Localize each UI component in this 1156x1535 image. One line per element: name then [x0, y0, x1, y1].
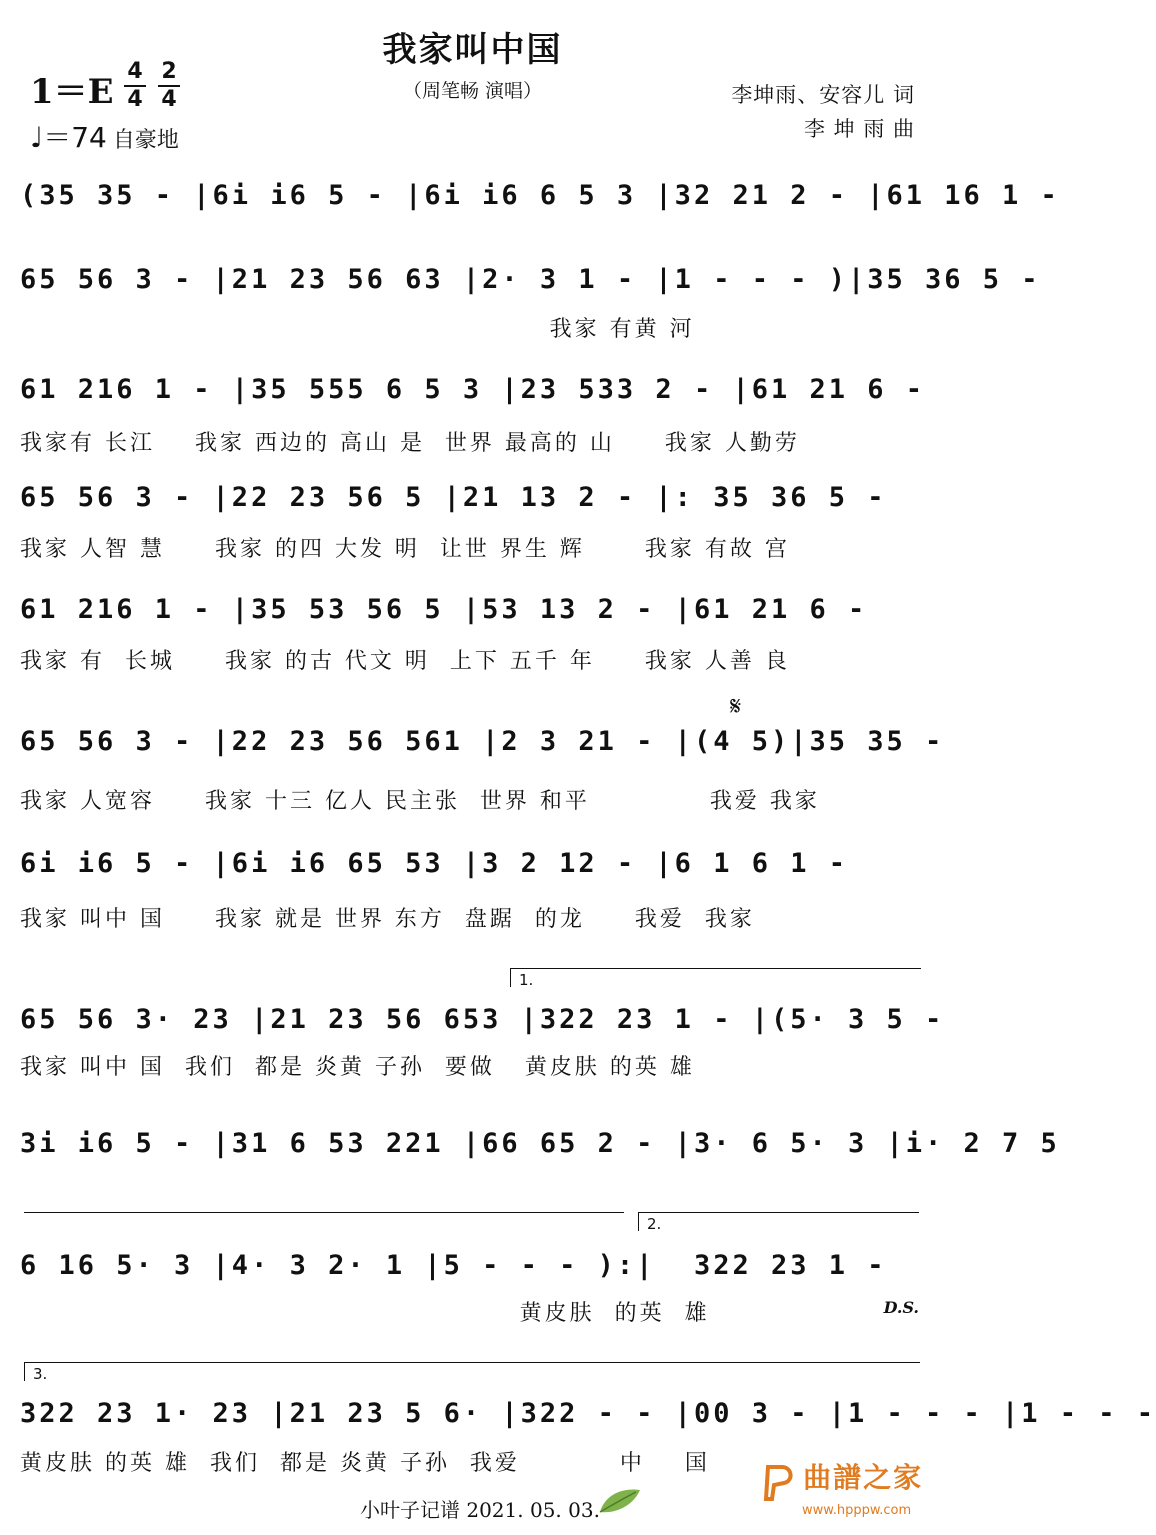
volta-continuation-line: [24, 1212, 624, 1231]
tempo: [30, 116, 179, 156]
notation-row-9: 3i i6 5 - |31 6 53 221 |66 65 2 - |3· 6 5· 3 |i· 2 7 5: [20, 1128, 1060, 1159]
meter-bottom: 4: [161, 87, 177, 112]
dal-segno-mark: D.S.: [883, 1298, 919, 1317]
meter-bottom: 4: [127, 87, 143, 112]
notation-row-3: 61 216 1 - |35 555 6 5 3 |23 533 2 - |61 21 6 -: [20, 374, 926, 405]
notation-row-1: (35 35 - |6i i6 5 - |6i i6 6 5 3 |32 21 2 - |61 16 1 -: [20, 180, 1060, 211]
time-signature-2-4: [158, 60, 180, 112]
key-signature: 1＝E: [30, 72, 114, 112]
lyric-row-7: 我家 叫中 国 我家 就是 世界 东方 盘踞 的龙 我爱 我家: [20, 907, 755, 932]
tempo-mark: 自豪地: [112, 128, 179, 153]
lyric-row-5: 我家 有 长城 我家 的古 代文 明 上下 五千 年 我家 人善 良: [20, 649, 790, 674]
lyric-row-2: 我家 有黄 河: [20, 317, 695, 342]
notation-row-6: 65 56 3 - |22 23 56 561 |2 3 21 - |(4 5)|35 35 -: [20, 726, 945, 757]
time-signature-4-4: [124, 60, 146, 112]
performer-note: （周笔畅 演唱）: [402, 80, 543, 102]
quarter-note-icon: ♩: [30, 121, 44, 154]
transcriber-footer: 小叶子记谱 2021. 05. 03.: [360, 1498, 600, 1522]
song-title: 我家叫中国: [382, 30, 563, 70]
lyricist-credit: 李坤雨、安容儿 词: [731, 83, 915, 107]
notation-row-5: 61 216 1 - |35 53 56 5 |53 13 2 - |61 21 6 -: [20, 594, 868, 625]
brand-logo-icon: [762, 1463, 798, 1503]
notation-row-10: 6 16 5· 3 |4· 3 2· 1 |5 - - - ):| 322 23 1 -: [20, 1250, 887, 1281]
credits: [731, 78, 915, 146]
meter-top: 2: [161, 59, 177, 84]
notation-row-7: 6i i6 5 - |6i i6 65 53 |3 2 12 - |6 1 6 1 -: [20, 848, 848, 879]
tempo-value: ＝74: [43, 121, 107, 154]
lyric-row-10: 黄皮肤 的英 雄: [20, 1301, 710, 1326]
notation-row-8: 65 56 3· 23 |21 23 56 653 |322 23 1 - |(5· 3 5 -: [20, 1004, 945, 1035]
volta-number-2: 2.: [647, 1215, 662, 1233]
brand-name: 曲譜之家: [803, 1461, 924, 1494]
notation-row-2: 65 56 3 - |21 23 56 63 |2· 3 1 - |1 - - - )|35 36 5 -: [20, 264, 1041, 295]
site-watermark: [762, 1456, 923, 1518]
lyric-row-11: 黄皮肤 的英 雄 我们 都是 炎黄 子孙 我爱 中 国: [20, 1451, 710, 1476]
segno-sign: 𝄋: [730, 692, 742, 722]
notation-row-4: 65 56 3 - |22 23 56 5 |21 13 2 - |: 35 36 5 -: [20, 482, 887, 513]
lyric-row-6: 我家 人宽容 我家 十三 亿人 民主张 世界 和平 我爱 我家: [20, 789, 820, 814]
lyric-row-8: 我家 叫中 国 我们 都是 炎黄 子孙 要做 黄皮肤 的英 雄: [20, 1055, 695, 1080]
notation-row-11: 322 23 1· 23 |21 23 5 6· |322 - - |00 3 - |1 - - - |1 - - -: [20, 1398, 1156, 1429]
meter-top: 4: [127, 59, 143, 84]
volta-number-1: 1.: [519, 971, 534, 989]
composer-credit: 李 坤 雨 曲: [803, 117, 915, 141]
leaf-icon: [596, 1486, 642, 1516]
lyric-row-3: 我家有 长江 我家 西边的 高山 是 世界 最高的 山 我家 人勤劳: [20, 431, 800, 456]
volta-bracket-1: [510, 968, 921, 987]
brand-url: www.hpppw.com: [802, 1502, 912, 1518]
volta-bracket-3: [24, 1362, 920, 1381]
lyric-row-4: 我家 人智 慧 我家 的四 大发 明 让世 界生 辉 我家 有故 宫: [20, 537, 790, 562]
volta-bracket-2: [638, 1212, 919, 1231]
volta-number-3: 3.: [33, 1365, 48, 1383]
